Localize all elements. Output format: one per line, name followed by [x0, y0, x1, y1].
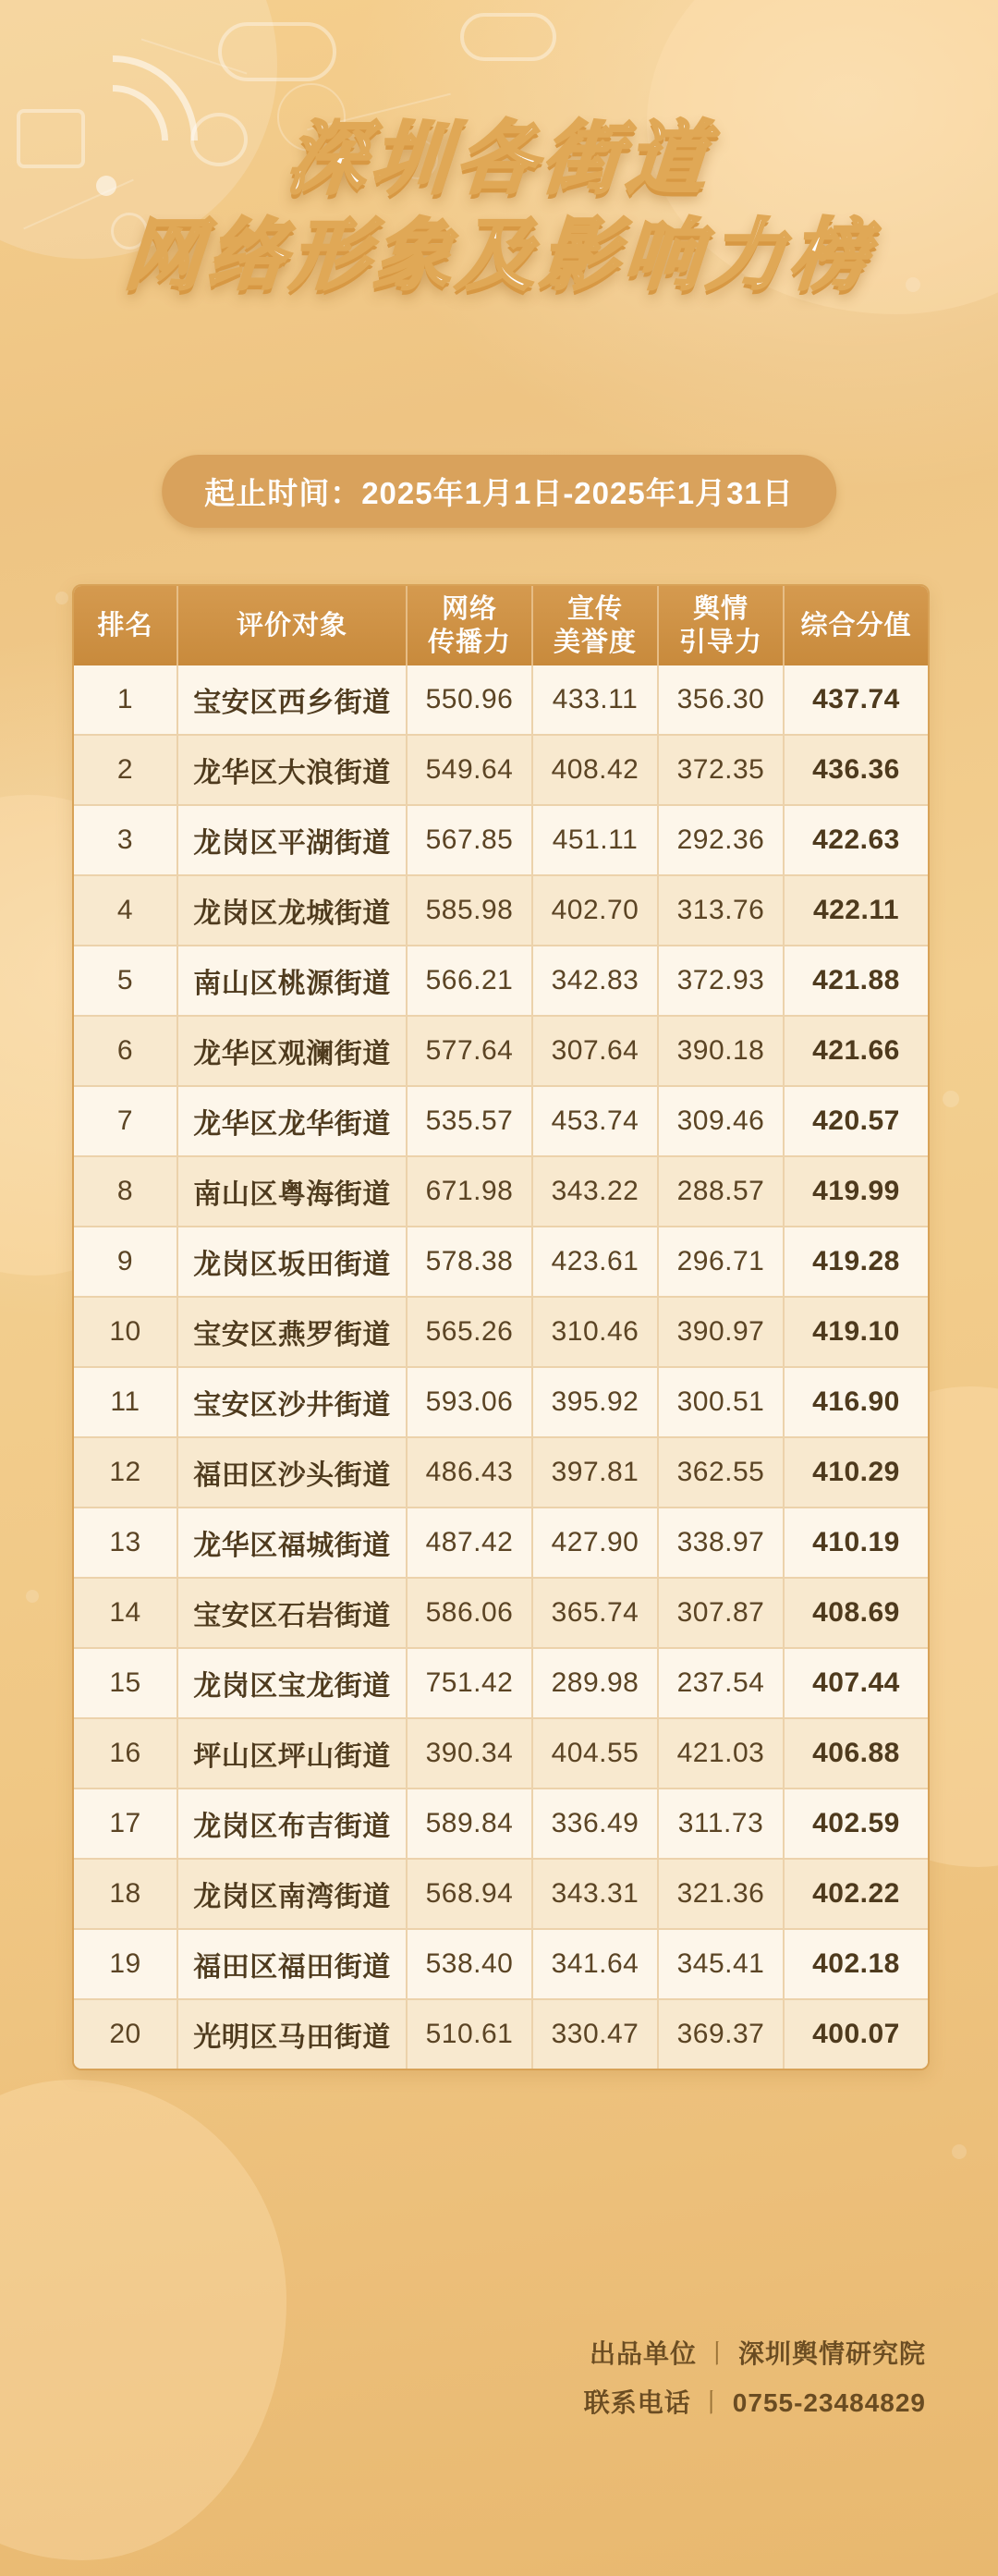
cell-rank: 10 [74, 1297, 177, 1367]
cell-guidance: 362.55 [658, 1437, 784, 1508]
cell-guidance: 345.41 [658, 1929, 784, 1999]
footer-phone-label: 联系电话 [583, 2388, 691, 2418]
cell-guidance: 292.36 [658, 805, 784, 875]
footer-phone-row [584, 2378, 926, 2427]
date-range-badge: 起止时间：2025年1月1日-2025年1月31日 [162, 455, 836, 528]
cell-total: 436.36 [784, 735, 928, 805]
blob-shape [0, 2080, 286, 2560]
cell-guidance: 311.73 [658, 1789, 784, 1859]
footer-separator: 丨 [703, 2339, 731, 2368]
cell-guidance: 237.54 [658, 1648, 784, 1718]
cell-reputation: 451.11 [532, 805, 658, 875]
cell-rank: 5 [74, 946, 177, 1016]
table-row [74, 1086, 928, 1156]
cell-reputation: 341.64 [532, 1929, 658, 1999]
footer-phone-value: 0755-23484829 [732, 2388, 926, 2418]
cell-object: 龙岗区布吉街道 [177, 1789, 407, 1859]
cell-spread: 578.38 [407, 1227, 532, 1297]
cell-rank: 2 [74, 735, 177, 805]
table-row [74, 735, 928, 805]
cell-guidance: 288.57 [658, 1156, 784, 1227]
column-header-spread-line1: 网络 [441, 593, 497, 624]
cell-reputation: 336.49 [532, 1789, 658, 1859]
column-header-guidance-line2: 引导力 [678, 628, 762, 657]
cell-total: 400.07 [784, 1999, 928, 2069]
cell-rank: 4 [74, 875, 177, 946]
cell-spread: 568.94 [407, 1859, 532, 1929]
cell-rank: 19 [74, 1929, 177, 1999]
table-header-row [74, 586, 928, 665]
dot-shape [943, 1091, 959, 1107]
column-header-spread-line2: 传播力 [427, 628, 511, 657]
cell-rank: 14 [74, 1578, 177, 1648]
table-row [74, 665, 928, 735]
cell-reputation: 404.55 [532, 1718, 658, 1789]
cell-spread: 535.57 [407, 1086, 532, 1156]
footer-separator: 丨 [698, 2388, 725, 2418]
cell-spread: 593.06 [407, 1367, 532, 1437]
table-row [74, 1929, 928, 1999]
column-header-rank: 排名 [74, 586, 177, 665]
cell-object: 龙华区福城街道 [177, 1508, 407, 1578]
cloud-icon [218, 22, 336, 81]
cell-object: 龙华区大浪街道 [177, 735, 407, 805]
column-header-reputation-line2: 美誉度 [553, 628, 637, 657]
cell-reputation: 289.98 [532, 1648, 658, 1718]
column-header-spread [407, 586, 532, 665]
column-header-total: 综合分值 [784, 586, 928, 665]
table-row [74, 1789, 928, 1859]
cell-guidance: 390.97 [658, 1297, 784, 1367]
column-header-reputation [532, 586, 658, 665]
cell-object: 龙华区龙华街道 [177, 1086, 407, 1156]
table-row [74, 1156, 928, 1227]
ranking-table [74, 586, 928, 2069]
cell-total: 408.69 [784, 1578, 928, 1648]
cell-rank: 13 [74, 1508, 177, 1578]
cell-spread: 486.43 [407, 1437, 532, 1508]
cell-total: 406.88 [784, 1718, 928, 1789]
cell-rank: 7 [74, 1086, 177, 1156]
cell-rank: 15 [74, 1648, 177, 1718]
cell-spread: 586.06 [407, 1578, 532, 1648]
cell-object: 福田区沙头街道 [177, 1437, 407, 1508]
cell-total: 421.88 [784, 946, 928, 1016]
table-row [74, 1227, 928, 1297]
cell-reputation: 395.92 [532, 1367, 658, 1437]
cell-reputation: 343.22 [532, 1156, 658, 1227]
cell-rank: 6 [74, 1016, 177, 1086]
cell-object: 龙岗区坂田街道 [177, 1227, 407, 1297]
table-row [74, 946, 928, 1016]
cell-guidance: 309.46 [658, 1086, 784, 1156]
cell-spread: 566.21 [407, 946, 532, 1016]
cell-object: 光明区马田街道 [177, 1999, 407, 2069]
cell-reputation: 307.64 [532, 1016, 658, 1086]
cell-spread: 577.64 [407, 1016, 532, 1086]
cell-total: 410.29 [784, 1437, 928, 1508]
cell-total: 407.44 [784, 1648, 928, 1718]
cell-rank: 8 [74, 1156, 177, 1227]
cell-reputation: 423.61 [532, 1227, 658, 1297]
cell-spread: 549.64 [407, 735, 532, 805]
cell-guidance: 300.51 [658, 1367, 784, 1437]
cell-guidance: 390.18 [658, 1016, 784, 1086]
cell-guidance: 307.87 [658, 1578, 784, 1648]
cell-rank: 1 [74, 665, 177, 735]
cell-guidance: 369.37 [658, 1999, 784, 2069]
table-row [74, 1016, 928, 1086]
cell-object: 龙岗区宝龙街道 [177, 1648, 407, 1718]
cloud-icon [460, 13, 556, 61]
cell-guidance: 338.97 [658, 1508, 784, 1578]
cell-object: 坪山区坪山街道 [177, 1718, 407, 1789]
cell-spread: 510.61 [407, 1999, 532, 2069]
cell-spread: 550.96 [407, 665, 532, 735]
cell-spread: 487.42 [407, 1508, 532, 1578]
table-row [74, 1437, 928, 1508]
cell-object: 龙岗区南湾街道 [177, 1859, 407, 1929]
cell-object: 宝安区石岩街道 [177, 1578, 407, 1648]
cell-reputation: 408.42 [532, 735, 658, 805]
cell-reputation: 365.74 [532, 1578, 658, 1648]
cell-spread: 585.98 [407, 875, 532, 946]
cell-total: 422.11 [784, 875, 928, 946]
cell-reputation: 342.83 [532, 946, 658, 1016]
cell-total: 402.18 [784, 1929, 928, 1999]
cell-total: 402.22 [784, 1859, 928, 1929]
cell-guidance: 421.03 [658, 1718, 784, 1789]
cell-rank: 9 [74, 1227, 177, 1297]
cell-object: 宝安区西乡街道 [177, 665, 407, 735]
cell-guidance: 321.36 [658, 1859, 784, 1929]
cell-rank: 20 [74, 1999, 177, 2069]
cell-reputation: 330.47 [532, 1999, 658, 2069]
cell-rank: 11 [74, 1367, 177, 1437]
cell-guidance: 372.35 [658, 735, 784, 805]
cell-total: 419.99 [784, 1156, 928, 1227]
footer-producer-label: 出品单位 [589, 2339, 697, 2368]
title-line-1: 深圳各街道 [283, 113, 715, 205]
cell-total: 419.10 [784, 1297, 928, 1367]
table-row [74, 805, 928, 875]
table-row [74, 1859, 928, 1929]
cell-guidance: 296.71 [658, 1227, 784, 1297]
table-header [74, 586, 928, 665]
cell-guidance: 356.30 [658, 665, 784, 735]
cell-object: 龙华区观澜街道 [177, 1016, 407, 1086]
cell-spread: 538.40 [407, 1929, 532, 1999]
cell-total: 402.59 [784, 1789, 928, 1859]
column-header-object: 评价对象 [177, 586, 407, 665]
column-header-reputation-line1: 宣传 [566, 593, 623, 624]
ranking-table-card [72, 584, 930, 2070]
cell-rank: 12 [74, 1437, 177, 1508]
cell-reputation: 433.11 [532, 665, 658, 735]
cell-object: 宝安区燕罗街道 [177, 1297, 407, 1367]
cell-spread: 390.34 [407, 1718, 532, 1789]
cell-object: 龙岗区平湖街道 [177, 805, 407, 875]
footer [584, 2329, 926, 2427]
cell-total: 410.19 [784, 1508, 928, 1578]
cell-spread: 751.42 [407, 1648, 532, 1718]
cell-object: 福田区福田街道 [177, 1929, 407, 1999]
cell-object: 宝安区沙井街道 [177, 1367, 407, 1437]
cell-guidance: 372.93 [658, 946, 784, 1016]
cell-rank: 16 [74, 1718, 177, 1789]
column-header-guidance [658, 586, 784, 665]
cell-spread: 565.26 [407, 1297, 532, 1367]
table-row [74, 1578, 928, 1648]
cell-guidance: 313.76 [658, 875, 784, 946]
cell-spread: 671.98 [407, 1156, 532, 1227]
dot-shape [26, 1590, 39, 1603]
cell-reputation: 453.74 [532, 1086, 658, 1156]
dot-shape [55, 592, 68, 604]
footer-producer-row [584, 2329, 926, 2378]
table-row [74, 1648, 928, 1718]
cell-reputation: 397.81 [532, 1437, 658, 1508]
table-row [74, 1508, 928, 1578]
cell-object: 南山区粤海街道 [177, 1156, 407, 1227]
cell-spread: 567.85 [407, 805, 532, 875]
page-title [0, 111, 998, 302]
cell-object: 南山区桃源街道 [177, 946, 407, 1016]
cell-total: 419.28 [784, 1227, 928, 1297]
cell-total: 422.63 [784, 805, 928, 875]
footer-producer-value: 深圳舆情研究院 [737, 2339, 926, 2368]
column-header-guidance-line1: 舆情 [692, 593, 748, 624]
connector-line [141, 39, 248, 75]
cell-total: 437.74 [784, 665, 928, 735]
cell-total: 420.57 [784, 1086, 928, 1156]
cell-reputation: 343.31 [532, 1859, 658, 1929]
title-line-2: 网络形象及影响力榜 [121, 209, 877, 300]
cell-reputation: 310.46 [532, 1297, 658, 1367]
table-row [74, 1718, 928, 1789]
cell-total: 421.66 [784, 1016, 928, 1086]
cell-spread: 589.84 [407, 1789, 532, 1859]
table-row [74, 1297, 928, 1367]
cell-rank: 18 [74, 1859, 177, 1929]
table-row [74, 1999, 928, 2069]
table-body [74, 665, 928, 2069]
cell-rank: 17 [74, 1789, 177, 1859]
cell-rank: 3 [74, 805, 177, 875]
cell-reputation: 427.90 [532, 1508, 658, 1578]
cell-object: 龙岗区龙城街道 [177, 875, 407, 946]
dot-shape [952, 2144, 967, 2159]
table-row [74, 875, 928, 946]
cell-total: 416.90 [784, 1367, 928, 1437]
table-row [74, 1367, 928, 1437]
cell-reputation: 402.70 [532, 875, 658, 946]
